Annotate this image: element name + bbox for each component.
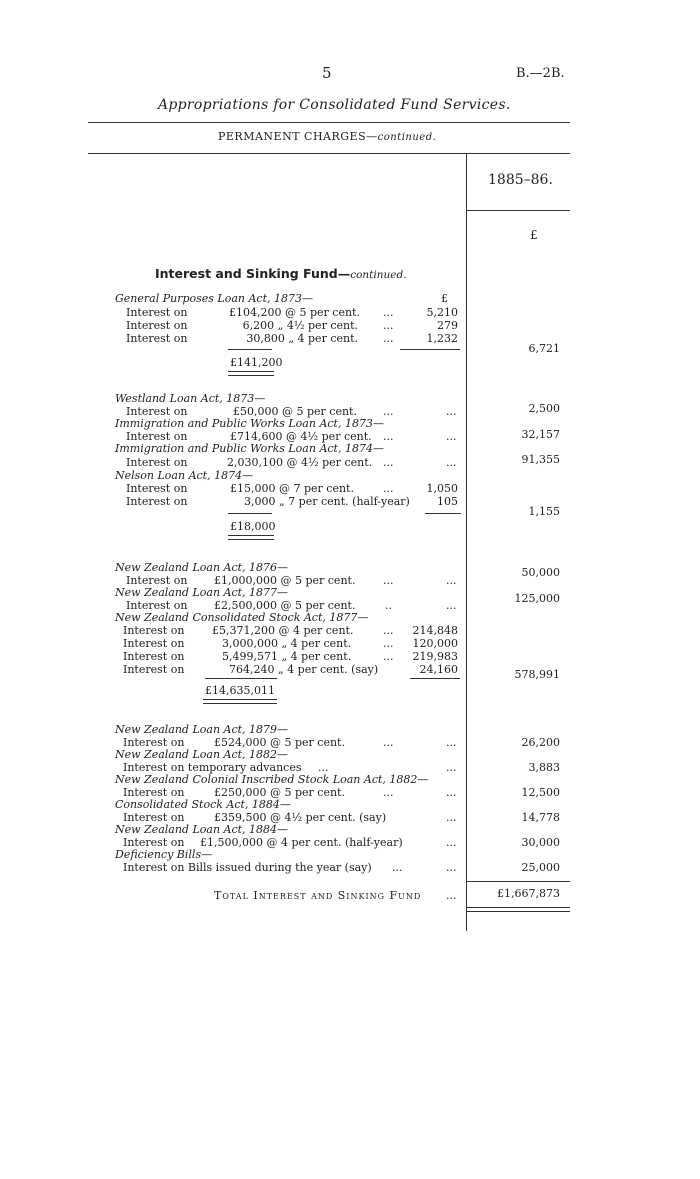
item-label: Interest on <box>126 405 188 418</box>
subtitle-rule <box>88 153 570 154</box>
item-desc: £1,000,000 @ 5 per cent. <box>214 574 356 587</box>
act-heading: Immigration and Public Works Loan Act, 1873— <box>115 417 384 430</box>
item-dots: ... <box>446 736 457 749</box>
gp-sum-rule <box>400 349 460 350</box>
item-dots: ... <box>446 761 457 774</box>
item-value: 12,500 <box>521 786 560 799</box>
item-label: Interest on <box>123 836 185 849</box>
nelson-total-underline <box>228 535 274 540</box>
consol-total-underline <box>203 699 277 704</box>
item-desc: £250,000 @ 5 per cent. <box>214 786 345 799</box>
act-heading: Westland Loan Act, 1873— <box>115 392 266 405</box>
gp-row-label: Interest on <box>126 306 188 319</box>
column-divider <box>466 153 467 931</box>
gp-total-principal: £141,200 <box>230 356 283 369</box>
item-label: Interest on <box>126 456 188 469</box>
nelson-sum-rule <box>425 513 461 514</box>
nelson-row-amount: 105 <box>437 495 458 508</box>
act-heading-general-purposes: General Purposes Loan Act, 1873— <box>115 292 314 305</box>
consol-row-desc: 3,000,000 „ 4 per cent. <box>222 637 352 650</box>
currency-symbol: £ <box>530 228 538 242</box>
document-ref: B.—2B. <box>516 66 565 81</box>
item-desc: £524,000 @ 5 per cent. <box>214 736 345 749</box>
consol-row-dots: ... <box>383 637 394 650</box>
consol-row-label: Interest on <box>123 637 185 650</box>
nelson-row-label: Interest on <box>126 495 188 508</box>
grand-total-value: £1,667,873 <box>497 887 560 900</box>
gp-row-dots: ... <box>383 306 394 319</box>
item-value: 2,500 <box>528 402 560 415</box>
item-dots: ... <box>446 599 457 612</box>
gp-row-amount: 5,210 <box>426 306 458 319</box>
act-heading: Deficiency Bills— <box>115 848 213 861</box>
pound-sign: £ <box>441 292 448 305</box>
title-rule <box>88 122 570 123</box>
item-value: 32,157 <box>521 428 560 441</box>
item-label: Interest on Bills issued during the year (say) <box>123 861 372 874</box>
item-dots: ... <box>446 836 457 849</box>
item-dots: ... <box>392 861 403 874</box>
grand-total-underline <box>467 907 570 912</box>
item-value: 26,200 <box>521 736 560 749</box>
gp-row-principal: £104,200 @ 5 per cent. <box>229 306 360 319</box>
item-dots: ... <box>383 430 394 443</box>
act-heading: New Zealand Colonial Inscribed Stock Loan Act, 1882— <box>115 773 429 786</box>
consol-row-desc: 764,240 „ 4 per cent. (say) <box>229 663 379 676</box>
section-title: Interest and Sinking Fund— <box>155 266 351 281</box>
item-dots: ... <box>446 811 457 824</box>
gp-row-label: Interest on <box>126 319 188 332</box>
item-value: 3,883 <box>528 761 560 774</box>
item-dots: ... <box>446 405 457 418</box>
item-desc: £359,500 @ 4½ per cent. (say) <box>214 811 387 824</box>
item-desc: £714,600 @ 4½ per cent. <box>230 430 372 443</box>
consol-row-desc: 5,499,571 „ 4 per cent. <box>222 650 352 663</box>
item-dots: ... <box>446 456 457 469</box>
item-desc: £1,500,000 @ 4 per cent. (half-year) <box>200 836 403 849</box>
consol-row-desc: £5,371,200 @ 4 per cent. <box>212 624 354 637</box>
nelson-total-principal: £18,000 <box>230 520 276 533</box>
gp-row-dots: ... <box>383 319 394 332</box>
nelson-row-amount: 1,050 <box>426 482 458 495</box>
item-value: 50,000 <box>521 566 560 579</box>
gp-row-principal: 6,200 „ 4½ per cent. <box>242 319 358 332</box>
item-label: Interest on temporary advances <box>123 761 302 774</box>
item-label: Interest on <box>126 430 188 443</box>
gp-row-amount: 1,232 <box>426 332 458 345</box>
page-title: Appropriations for Consolidated Fund Services. <box>158 97 511 113</box>
subtitle-main: PERMANENT CHARGES— <box>218 130 378 143</box>
page-number: 5 <box>322 64 332 82</box>
subtitle-continued: continued. <box>377 132 437 143</box>
consol-sub-rule <box>205 678 277 679</box>
nelson-sub-rule <box>228 513 272 514</box>
item-value: 30,000 <box>521 836 560 849</box>
nelson-row-desc: 3,000 „ 7 per cent. (half-year) <box>244 495 410 508</box>
consol-row-amount: 214,848 <box>412 624 458 637</box>
act-heading: New Zealand Loan Act, 1876— <box>115 561 289 574</box>
item-label: Interest on <box>123 786 185 799</box>
item-dots: ... <box>383 786 394 799</box>
grand-total-dots: ... <box>446 889 457 902</box>
item-desc: 2,030,100 @ 4½ per cent. <box>227 456 373 469</box>
grand-total-rule <box>467 881 570 882</box>
section-continued: continued. <box>350 269 407 281</box>
gp-column-total: 6,721 <box>528 342 560 355</box>
grand-total-label: Total Interest and Sinking Fund <box>214 889 422 902</box>
item-label: Interest on <box>126 599 188 612</box>
item-dots: ... <box>446 574 457 587</box>
item-desc: £2,500,000 @ 5 per cent. <box>214 599 356 612</box>
consol-row-dots: ... <box>383 624 394 637</box>
nelson-row-label: Interest on <box>126 482 188 495</box>
item-dots: .. <box>385 599 392 612</box>
item-dots: ... <box>383 574 394 587</box>
consol-column-total: 578,991 <box>514 668 560 681</box>
nelson-column-total: 1,155 <box>528 505 560 518</box>
act-heading: New Zealand Loan Act, 1879— <box>115 723 289 736</box>
item-desc: £50,000 @ 5 per cent. <box>233 405 357 418</box>
item-value: 25,000 <box>521 861 560 874</box>
consol-row-label: Interest on <box>123 624 185 637</box>
item-label: Interest on <box>123 811 185 824</box>
gp-row-amount: 279 <box>437 319 458 332</box>
consol-row-amount: 120,000 <box>412 637 458 650</box>
item-label: Interest on <box>123 736 185 749</box>
consol-total-principal: £14,635,011 <box>205 684 275 697</box>
year-heading: 1885–86. <box>488 172 553 188</box>
item-value: 91,355 <box>521 453 560 466</box>
gp-row-label: Interest on <box>126 332 188 345</box>
act-heading: Immigration and Public Works Loan Act, 1874— <box>115 442 384 455</box>
act-heading-nelson: Nelson Loan Act, 1874— <box>115 469 254 482</box>
page-subtitle <box>218 130 436 143</box>
consol-row-label: Interest on <box>123 650 185 663</box>
item-dots: ... <box>446 861 457 874</box>
gp-sub-rule <box>228 349 272 350</box>
act-heading: Consolidated Stock Act, 1884— <box>115 798 291 811</box>
nelson-row-dots: ... <box>383 482 394 495</box>
act-heading-consolidated-1877: New Zealand Consolidated Stock Act, 1877— <box>115 611 369 624</box>
item-value: 14,778 <box>521 811 560 824</box>
act-heading: New Zealand Loan Act, 1884— <box>115 823 289 836</box>
item-label: Interest on <box>126 574 188 587</box>
gp-row-principal: 30,800 „ 4 per cent. <box>246 332 358 345</box>
consol-row-label: Interest on <box>123 663 185 676</box>
consol-row-amount: 24,160 <box>419 663 458 676</box>
consol-row-amount: 219,983 <box>412 650 458 663</box>
item-dots: ... <box>446 786 457 799</box>
gp-row-dots: ... <box>383 332 394 345</box>
consol-sum-rule <box>410 678 460 679</box>
item-dots: ... <box>446 430 457 443</box>
gp-total-underline <box>228 371 274 376</box>
act-heading: New Zealand Loan Act, 1882— <box>115 748 289 761</box>
item-dots: ... <box>383 405 394 418</box>
consol-row-dots: ... <box>383 650 394 663</box>
item-dots: ... <box>383 736 394 749</box>
year-rule <box>467 210 570 211</box>
item-value: 125,000 <box>514 592 560 605</box>
act-heading: New Zealand Loan Act, 1877— <box>115 586 289 599</box>
item-dots: ... <box>383 456 394 469</box>
item-dots: ... <box>318 761 329 774</box>
section-heading <box>155 266 407 281</box>
nelson-row-desc: £15,000 @ 7 per cent. <box>230 482 354 495</box>
